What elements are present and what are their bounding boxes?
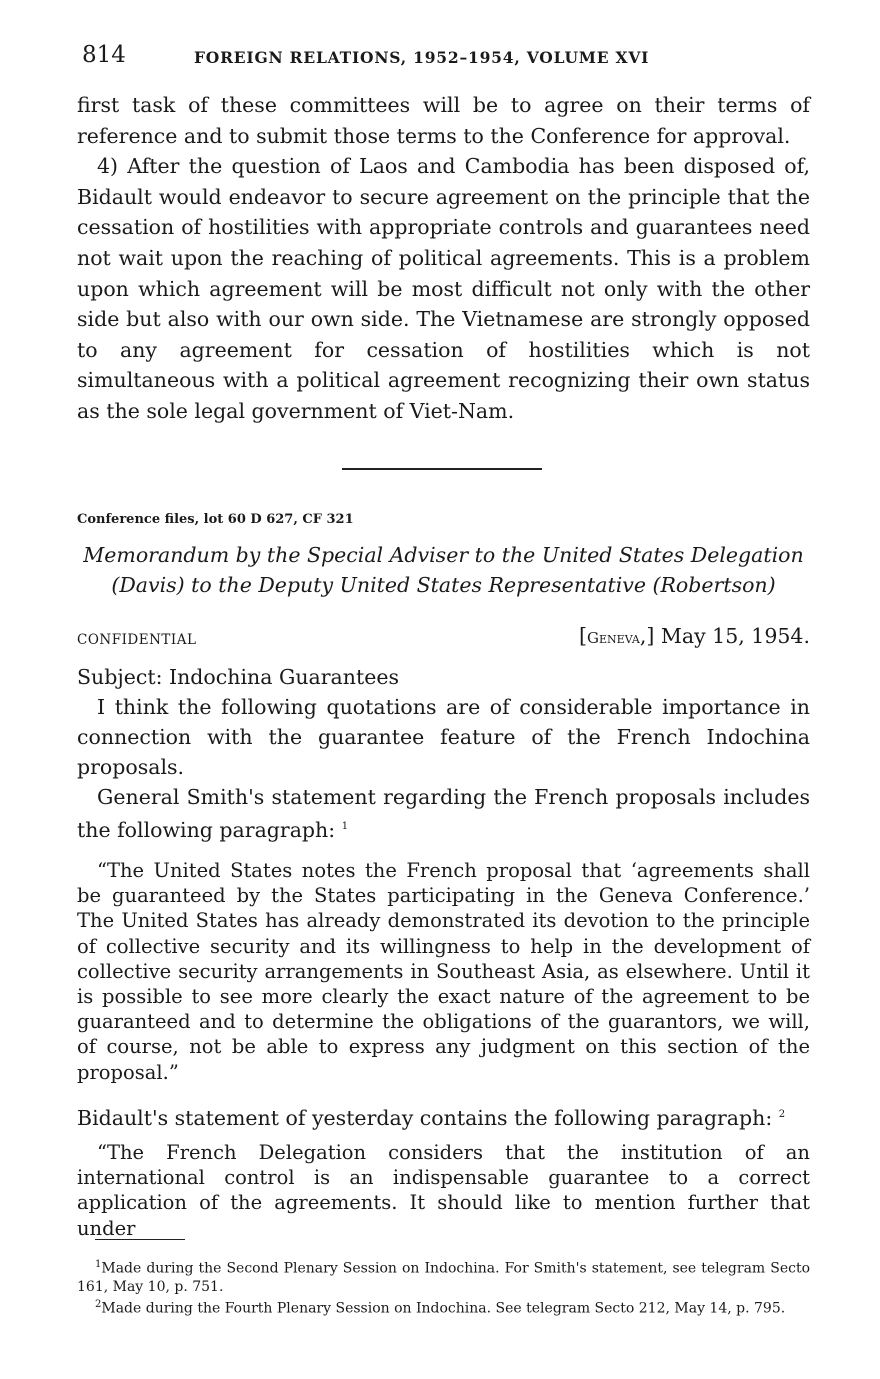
date-place: Geneva xyxy=(587,629,640,647)
source-citation: Conference files, lot 60 D 627, CF 321 xyxy=(77,512,354,527)
footnote-ref-2[interactable]: 2 xyxy=(778,1109,786,1120)
title-line-2: (Davis) to the Deputy United States Representative (Robertson) xyxy=(111,573,776,597)
quote-smith: “The United States notes the French proposal that ‘agreements shall be guaranteed by the States participating in the Geneva Conference.’ The United States has already demonstrated its devotion to the principle of collective security and its willingness to help in the development of collective security arrangements in Southeast Asia, as elsewhere. Until it is possible to see more clearly the exact nature of the agreement to be guaranteed and to determine the obligations of the guarantors, we will, of course, not be able to express any judgment on this section of the proposal.” xyxy=(77,859,810,1084)
memo-body-part-2 xyxy=(77,1100,810,1133)
running-head: FOREIGN RELATIONS, 1952–1954, VOLUME XVI xyxy=(194,48,650,67)
title-line-1: Memorandum by the Special Adviser to the United States Delegation xyxy=(83,543,804,567)
paragraph-2: General Smith's statement regarding the French proposals includes the following paragraph: $^1$ xyxy=(77,785,810,842)
paragraph-3: Bidault's statement of yesterday contains the following paragraph: $^2$ xyxy=(77,1105,786,1130)
classification-label: CONFIDENTIAL xyxy=(77,632,197,648)
quote-bidault: “The French Delegation considers that the institution of an international control is an indispensable guarantee to a correct application of the agreements. It should like to mention further that under xyxy=(77,1141,810,1240)
paragraph-1: I think the following quotations are of considerable importance in connection with the guarantee feature of the French Indochina proposals. xyxy=(77,695,810,779)
page-header xyxy=(82,42,810,72)
footnote-2: $^2$Made during the Fourth Plenary Session on Indochina. See telegram Secto 212, May 14, p. 795. xyxy=(95,1298,786,1317)
document-title xyxy=(77,540,810,600)
section-divider xyxy=(342,468,542,470)
item-4-paragraph: 4) After the question of Laos and Cambodia has been disposed of, Bidault would endeavor to secure agreement on the principle that the cessation of hostilities with appropriate controls and guarantees need not wait upon the reaching of political agreements. This is a problem upon which agreement will be most difficult not only with the other side but also with our own side. The Vietnamese are strongly opposed to any agreement for cessation of hostilities which is not simultaneous with a political agreement recognizing their own status as the sole legal government of Viet-Nam. xyxy=(77,154,810,423)
memo-body-part-1 xyxy=(77,662,810,845)
continuation-paragraph: first task of these committees will be to agree on their terms of reference and to submit those terms to the Conference for approval. xyxy=(77,93,810,148)
footnote-1: $^1$Made during the Second Plenary Session on Indochina. For Smith's statement, see telegram Secto 161, May 10, p. 751. xyxy=(77,1259,810,1295)
subject-line: Subject: Indochina Guarantees xyxy=(77,665,399,689)
dateline: [Geneva,] May 15, 1954. xyxy=(579,624,810,648)
footnote-divider xyxy=(95,1239,185,1240)
footnote-ref-1[interactable]: 1 xyxy=(341,821,349,832)
page-number: 814 xyxy=(82,42,126,68)
footnotes xyxy=(77,1256,810,1317)
top-text-block xyxy=(77,90,810,427)
